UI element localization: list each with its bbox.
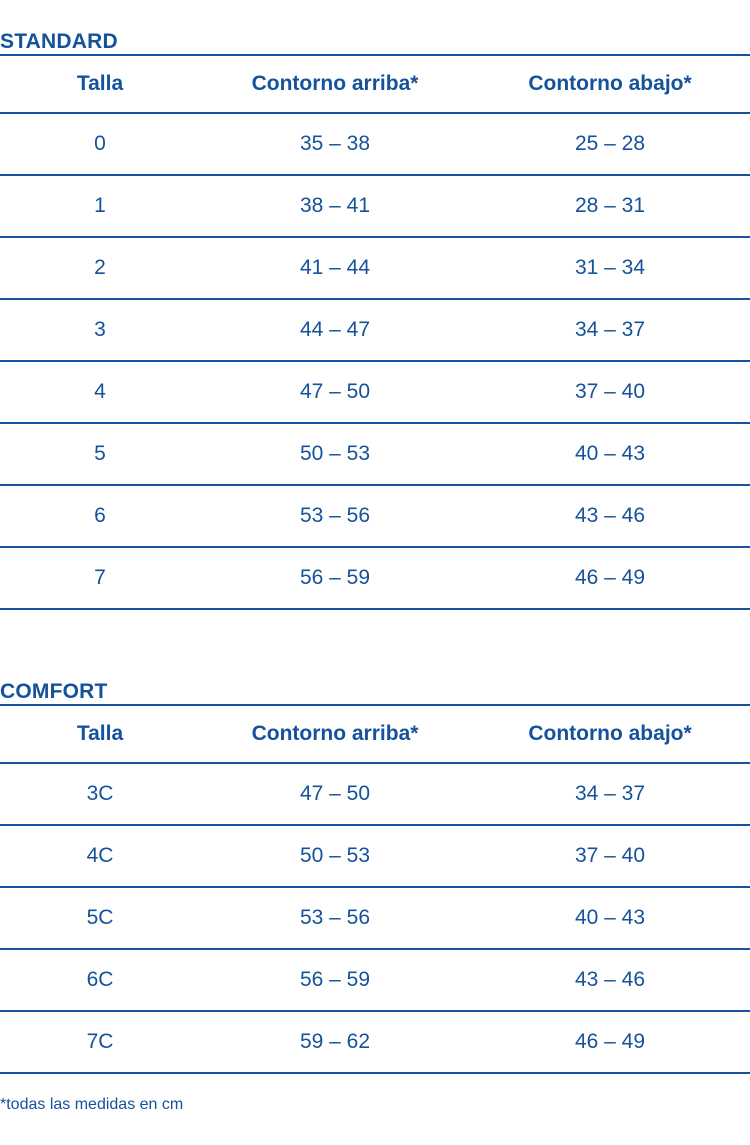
cell-upper: 59 – 62 [200, 1011, 470, 1073]
table-row [0, 763, 750, 825]
cell-lower: 25 – 28 [470, 113, 750, 175]
table-row [0, 825, 750, 887]
section-spacer [0, 610, 750, 680]
table-row [0, 299, 750, 361]
table-header-row [0, 705, 750, 763]
cell-upper: 47 – 50 [200, 763, 470, 825]
table-row [0, 547, 750, 609]
column-header-size: Talla [0, 55, 200, 113]
cell-size: 7 [0, 547, 200, 609]
cell-upper: 47 – 50 [200, 361, 470, 423]
cell-upper: 56 – 59 [200, 949, 470, 1011]
cell-lower: 43 – 46 [470, 485, 750, 547]
cell-lower: 46 – 49 [470, 547, 750, 609]
cell-upper: 50 – 53 [200, 423, 470, 485]
cell-lower: 40 – 43 [470, 423, 750, 485]
cell-lower: 43 – 46 [470, 949, 750, 1011]
table-row [0, 1011, 750, 1073]
column-header-lower-circumference: Contorno abajo* [470, 55, 750, 113]
column-header-upper-circumference: Contorno arriba* [200, 55, 470, 113]
cell-size: 1 [0, 175, 200, 237]
table-row [0, 949, 750, 1011]
cell-lower: 46 – 49 [470, 1011, 750, 1073]
cell-lower: 34 – 37 [470, 299, 750, 361]
cell-size: 6C [0, 949, 200, 1011]
section-title-comfort: COMFORT [0, 680, 108, 703]
cell-upper: 53 – 56 [200, 485, 470, 547]
cell-upper: 53 – 56 [200, 887, 470, 949]
cell-size: 4C [0, 825, 200, 887]
cell-upper: 44 – 47 [200, 299, 470, 361]
table-row [0, 113, 750, 175]
table-row [0, 175, 750, 237]
cell-size: 0 [0, 113, 200, 175]
cell-size: 3C [0, 763, 200, 825]
measurement-footnote: *todas las medidas en cm [0, 1096, 184, 1113]
cell-size: 6 [0, 485, 200, 547]
cell-lower: 37 – 40 [470, 361, 750, 423]
cell-size: 5 [0, 423, 200, 485]
table-row [0, 361, 750, 423]
cell-lower: 37 – 40 [470, 825, 750, 887]
table-header-row [0, 55, 750, 113]
cell-lower: 34 – 37 [470, 763, 750, 825]
size-table-standard [0, 54, 750, 610]
section-comfort [0, 680, 750, 1074]
cell-size: 3 [0, 299, 200, 361]
cell-size: 7C [0, 1011, 200, 1073]
cell-upper: 38 – 41 [200, 175, 470, 237]
cell-size: 5C [0, 887, 200, 949]
cell-upper: 41 – 44 [200, 237, 470, 299]
table-row [0, 237, 750, 299]
column-header-lower-circumference: Contorno abajo* [470, 705, 750, 763]
cell-upper: 35 – 38 [200, 113, 470, 175]
column-header-size: Talla [0, 705, 200, 763]
cell-lower: 28 – 31 [470, 175, 750, 237]
table-row [0, 887, 750, 949]
column-header-upper-circumference: Contorno arriba* [200, 705, 470, 763]
table-row [0, 423, 750, 485]
table-row [0, 485, 750, 547]
section-title-standard: STANDARD [0, 30, 118, 53]
size-table-comfort [0, 704, 750, 1074]
cell-lower: 31 – 34 [470, 237, 750, 299]
cell-lower: 40 – 43 [470, 887, 750, 949]
cell-upper: 56 – 59 [200, 547, 470, 609]
cell-size: 2 [0, 237, 200, 299]
cell-size: 4 [0, 361, 200, 423]
cell-upper: 50 – 53 [200, 825, 470, 887]
